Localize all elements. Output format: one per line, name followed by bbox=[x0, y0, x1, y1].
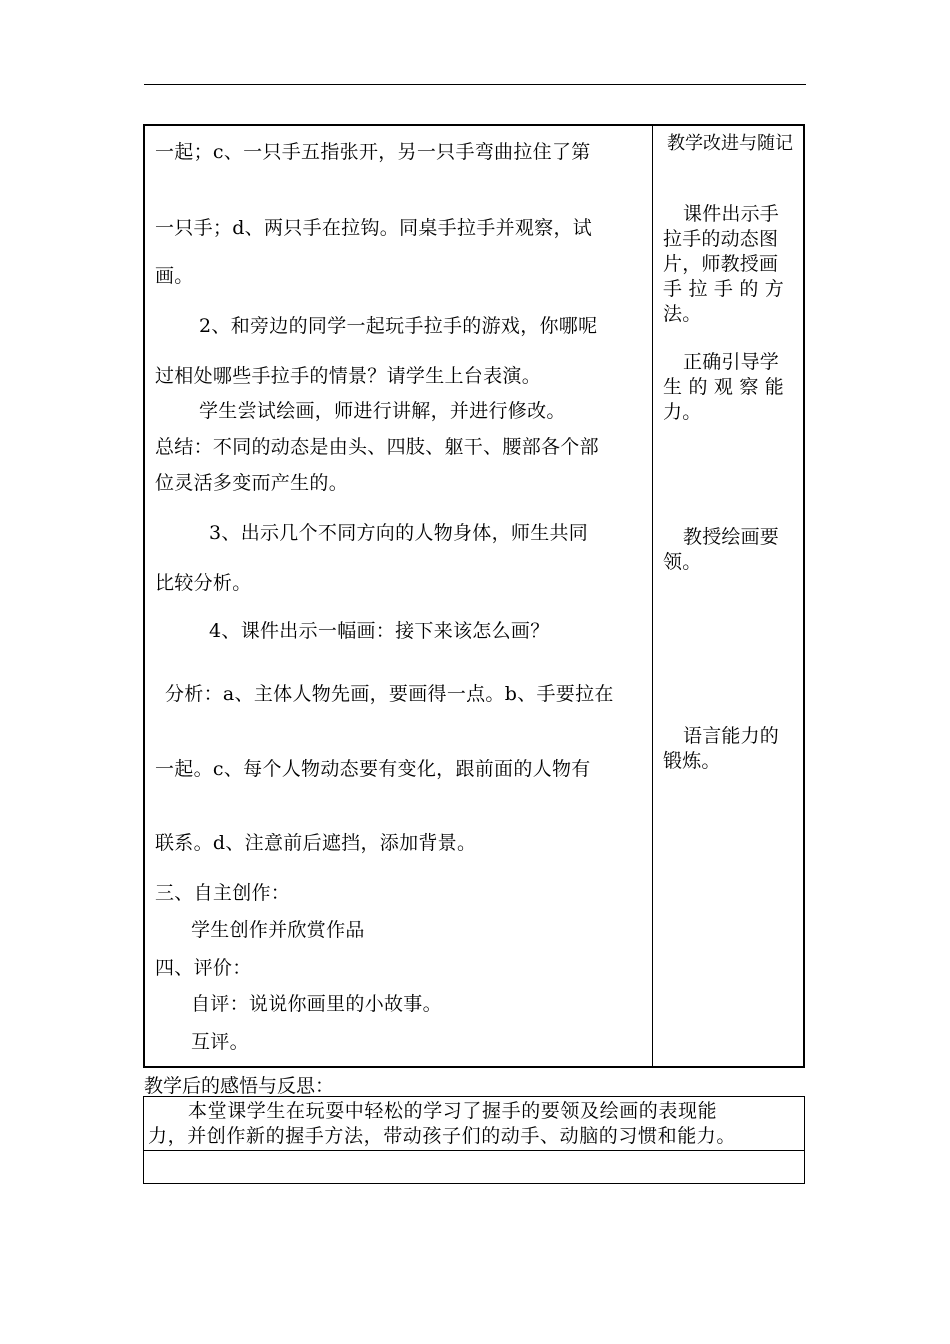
note-line: 教授绘画要 bbox=[683, 526, 780, 548]
lesson-line: 画。 bbox=[155, 265, 194, 287]
note-line: 片，师教授画 bbox=[663, 253, 779, 275]
reflection-text bbox=[148, 1099, 800, 1149]
note-line: 课件出示手 bbox=[683, 203, 780, 225]
note-line: 锻炼。 bbox=[663, 750, 721, 772]
note-line: 力。 bbox=[663, 401, 702, 423]
lesson-line: 位灵活多变而产生的。 bbox=[155, 472, 349, 494]
lesson-line: 分析：a、主体人物先画，要画得一点。b、手要拉在 bbox=[165, 683, 614, 705]
teaching-note bbox=[663, 525, 799, 575]
teaching-note bbox=[663, 202, 799, 327]
notes-column-header: 教学改进与随记 bbox=[667, 133, 793, 154]
note-line: 法。 bbox=[663, 303, 702, 325]
lesson-line: 学生尝试绘画，师进行讲解，并进行修改。 bbox=[199, 400, 566, 422]
lesson-line: 一只手；d、两只手在拉钩。同桌手拉手并观察，试 bbox=[155, 217, 593, 239]
lesson-line: 联系。d、注意前后遮挡，添加背景。 bbox=[155, 832, 477, 854]
lesson-line: 自评：说说你画里的小故事。 bbox=[191, 993, 442, 1015]
section-heading: 四、评价： bbox=[155, 957, 252, 979]
note-line: 领。 bbox=[663, 551, 702, 573]
section-heading: 三、自主创作： bbox=[155, 882, 291, 904]
lesson-line: 一起。c、每个人物动态要有变化，跟前面的人物有 bbox=[155, 758, 591, 780]
note-line: 拉手的动态图 bbox=[663, 228, 779, 250]
lesson-line: 互评。 bbox=[191, 1031, 249, 1053]
lesson-line: 学生创作并欣赏作品 bbox=[191, 919, 365, 941]
note-line: 手 拉 手 的 方 bbox=[663, 278, 784, 300]
lesson-line: 一起；c、一只手五指张开，另一只手弯曲拉住了第 bbox=[155, 141, 591, 163]
note-line: 正确引导学 bbox=[683, 351, 780, 373]
reflection-row-divider bbox=[144, 1150, 804, 1151]
lesson-line: 2、和旁边的同学一起玩手拉手的游戏，你哪呢 bbox=[199, 315, 598, 337]
teaching-note bbox=[663, 350, 799, 425]
teaching-note bbox=[663, 724, 799, 774]
header-rule bbox=[144, 84, 806, 85]
lesson-line: 过相处哪些手拉手的情景？请学生上台表演。 bbox=[155, 365, 542, 387]
note-line: 生 的 观 察 能 bbox=[663, 376, 784, 398]
reflection-line: 本堂课学生在玩耍中轻松的学习了握手的要领及绘画的表现能 bbox=[188, 1100, 718, 1122]
reflection-line: 力，并创作新的握手方法，带动孩子们的动手、动脑的习惯和能力。 bbox=[148, 1125, 737, 1147]
note-line: 语言能力的 bbox=[683, 725, 780, 747]
reflection-table bbox=[143, 1096, 805, 1184]
lesson-line: 3、出示几个不同方向的人物身体，师生共同 bbox=[209, 522, 589, 544]
reflection-title: 教学后的感悟与反思： bbox=[144, 1075, 335, 1097]
lesson-line: 4、课件出示一幅画：接下来该怎么画？ bbox=[209, 620, 550, 642]
column-divider bbox=[652, 126, 653, 1066]
lesson-table bbox=[143, 124, 805, 1068]
lesson-line: 比较分析。 bbox=[155, 572, 252, 594]
lesson-line: 总结：不同的动态是由头、四肢、躯干、腰部各个部 bbox=[155, 436, 599, 458]
